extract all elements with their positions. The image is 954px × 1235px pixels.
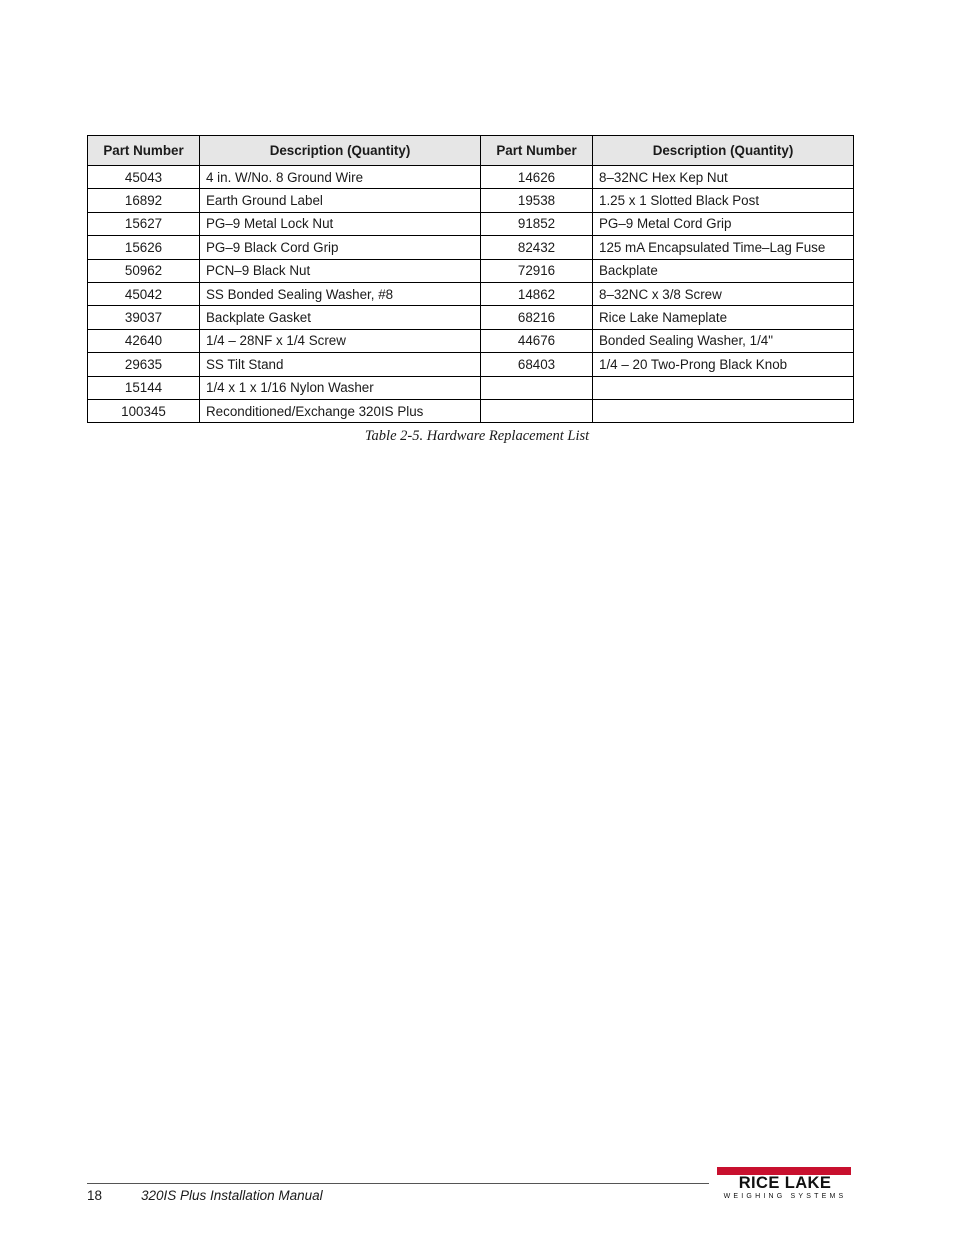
table-row xyxy=(88,376,854,399)
header-part-number-2: Part Number xyxy=(481,136,593,166)
description-cell: Bonded Sealing Washer, 1/4" xyxy=(593,329,854,352)
part-number-cell: 72916 xyxy=(481,259,593,282)
description-cell xyxy=(593,376,854,399)
page-number: 18 xyxy=(87,1188,103,1203)
description-cell: 8–32NC Hex Kep Nut xyxy=(593,166,854,189)
description-cell: SS Tilt Stand xyxy=(200,353,481,376)
part-number-cell: 15627 xyxy=(88,212,200,235)
table-row xyxy=(88,329,854,352)
part-number-cell: 45042 xyxy=(88,282,200,305)
table-header-row xyxy=(88,136,854,166)
description-cell: Backplate Gasket xyxy=(200,306,481,329)
part-number-cell: 100345 xyxy=(88,399,200,422)
description-cell: Reconditioned/Exchange 320IS Plus xyxy=(200,399,481,422)
part-number-cell: 44676 xyxy=(481,329,593,352)
part-number-cell xyxy=(481,399,593,422)
description-cell: 1.25 x 1 Slotted Black Post xyxy=(593,189,854,212)
description-cell: Earth Ground Label xyxy=(200,189,481,212)
description-cell: Backplate xyxy=(593,259,854,282)
part-number-cell: 42640 xyxy=(88,329,200,352)
part-number-cell: 16892 xyxy=(88,189,200,212)
part-number-cell: 45043 xyxy=(88,166,200,189)
part-number-cell: 39037 xyxy=(88,306,200,329)
part-number-cell: 68216 xyxy=(481,306,593,329)
description-cell: PG–9 Metal Cord Grip xyxy=(593,212,854,235)
rice-lake-logo xyxy=(715,1165,855,1201)
table-row xyxy=(88,236,854,259)
table-caption: Table 2-5. Hardware Replacement List xyxy=(364,428,590,444)
table-row xyxy=(88,166,854,189)
part-number-cell: 68403 xyxy=(481,353,593,376)
part-number-cell: 29635 xyxy=(88,353,200,376)
logo-brand-text: RICE LAKE xyxy=(738,1174,832,1192)
description-cell xyxy=(593,399,854,422)
part-number-cell: 14626 xyxy=(481,166,593,189)
part-number-cell xyxy=(481,376,593,399)
description-cell: 1/4 x 1 x 1/16 Nylon Washer xyxy=(200,376,481,399)
part-number-cell: 19538 xyxy=(481,189,593,212)
description-cell: 125 mA Encapsulated Time–Lag Fuse xyxy=(593,236,854,259)
description-cell: PCN–9 Black Nut xyxy=(200,259,481,282)
table-row xyxy=(88,306,854,329)
description-cell: Rice Lake Nameplate xyxy=(593,306,854,329)
header-description-2: Description (Quantity) xyxy=(593,136,854,166)
description-cell: SS Bonded Sealing Washer, #8 xyxy=(200,282,481,305)
description-cell: 1/4 – 20 Two-Prong Black Knob xyxy=(593,353,854,376)
description-cell: PG–9 Black Cord Grip xyxy=(200,236,481,259)
table-row xyxy=(88,282,854,305)
hardware-replacement-table xyxy=(87,135,854,423)
manual-title: 320IS Plus Installation Manual xyxy=(141,1188,323,1203)
description-cell: 8–32NC x 3/8 Screw xyxy=(593,282,854,305)
logo-subtext: WEIGHING SYSTEMS xyxy=(723,1193,847,1200)
part-number-cell: 15144 xyxy=(88,376,200,399)
table-row xyxy=(88,399,854,422)
footer-divider xyxy=(87,1183,709,1184)
part-number-cell: 50962 xyxy=(88,259,200,282)
table-row xyxy=(88,353,854,376)
part-number-cell: 15626 xyxy=(88,236,200,259)
part-number-cell: 82432 xyxy=(481,236,593,259)
description-cell: PG–9 Metal Lock Nut xyxy=(200,212,481,235)
part-number-cell: 91852 xyxy=(481,212,593,235)
table-row xyxy=(88,189,854,212)
table-row xyxy=(88,259,854,282)
description-cell: 1/4 – 28NF x 1/4 Screw xyxy=(200,329,481,352)
header-part-number-1: Part Number xyxy=(88,136,200,166)
header-description-1: Description (Quantity) xyxy=(200,136,481,166)
part-number-cell: 14862 xyxy=(481,282,593,305)
description-cell: 4 in. W/No. 8 Ground Wire xyxy=(200,166,481,189)
table-row xyxy=(88,212,854,235)
